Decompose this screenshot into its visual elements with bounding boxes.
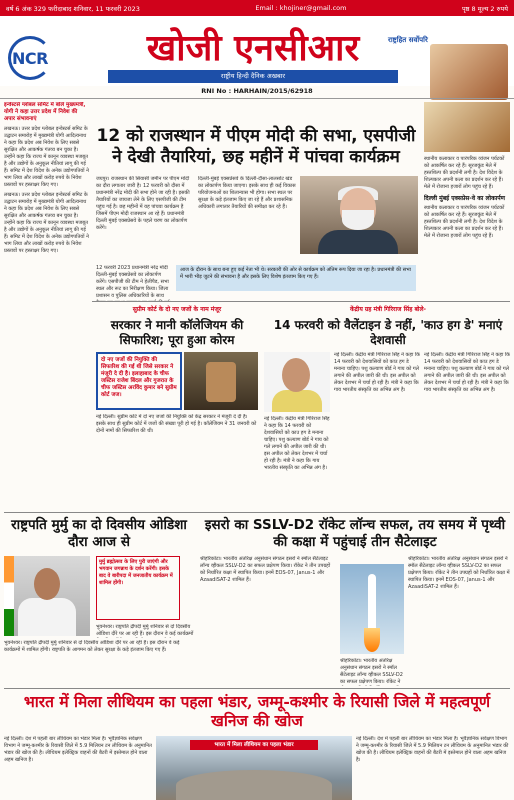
divider-3 (4, 688, 510, 689)
story4-body-2: भुवनेश्वर। राष्ट्रपति द्रौपदी मुर्मु शनिवार से दो दिवसीय ओडिशा दौरे पर आ रही हैं। इस दौरान वे कई कार्यक्रमों (96, 624, 194, 637)
story5-body-2: श्रीहरिकोटा। भारतीय अंतरिक्ष अनुसंधान संगठन इसरो ने स्मॉल सैटेलाइट लॉन्च व्हीकल SSLV-D2 का सफल प्रक्षेपण किया। रॉकेट ने तीन उपग्रहों को निर्धारित कक्षा में स्थापित किया। इनमें EOS-07, Janus-1 और AzaadiSAT-2 शामिल हैं। (408, 556, 510, 590)
modi-photo (300, 176, 418, 254)
tagline-bar: राष्ट्रीय हिन्दी दैनिक अखबार (108, 70, 398, 83)
main-body-2: दिल्ली-मुंबई एक्सप्रेसवे के दिल्ली-दौसा-लालसोट खंड का लोकार्पण किया जाएगा। इसके साथ ही कई विकास परियोजनाओं का शिलान्यास भी होगा। सभा स्थल पर सुरक्षा के कड़े इंतजाम किए जा रहे हैं और प्रशासनिक अधिकारी लगातार तैयारियों की समीक्षा कर रहे हैं। (198, 176, 296, 210)
story6-body: नई दिल्ली। देश में पहली बार लीथियम का भंडार मिला है। भूवैज्ञानिक सर्वेक्षण विभाग ने जम्मू-कश्मीर के रियासी जिले में 5.9 मिलियन टन लीथियम के अनुमानित भंडार की खोज की है। लीथियम इलेक्ट्रिक वाहनों की बैटरी में इस्तेमाल होने वाला अहम खनिज है। (4, 736, 152, 763)
left-lead: इन्वेस्टर्स ग्लोबल समिट में बोले मुख्यमंत्री, योगी ने कहा उत्तर प्रदेश में निवेश की अपार संभावनाएं (4, 102, 86, 122)
photo-caption: आज के दौरान के साथ बना हुए कई नेता भी थे। सरकारी की ओर से कार्यक्रम को अंतिम रूप दिया जा रहा है। प्रधानमंत्री की सभा में भारी भीड़ जुटने की संभावना है और इसके लिए विशेष इंतजाम किए गए हैं। (176, 265, 416, 291)
story2-highlight-box: दो नए जजों की नियुक्ति की सिफारिश की गई थी जिसे सरकार ने मंजूरी दे दी है। इलाहाबाद के चीफ जस्टिस राजेश बिंदल और गुजरात के चीफ जस्टिस अरविंद कुमार बने सुप्रीम कोर्ट जज। (96, 352, 182, 410)
email-link[interactable]: Email : khojiner@gmail.com (255, 4, 347, 12)
story4-highlight-box: मुर्मु ब्रह्मोत्सव के लिए पुरी जाएंगी और भगवान जगन्नाथ के दर्शन करेंगी। इसके बाद वे बारीपदा में जनजातीय कार्यक्रम में शामिल होंगी। (96, 556, 180, 620)
murmu-photo (4, 556, 90, 636)
right-column (424, 102, 510, 392)
story2-headline[interactable]: सरकार ने मानी कॉलेजियम की सिफारिश; पूरा हुआ कोरम (110, 318, 244, 347)
left-body: लखनऊ। उत्तर प्रदेश ग्लोबल इन्वेस्टर्स समिट के उद्घाटन समारोह में मुख्यमंत्री योगी आदित्यनाथ ने कहा कि प्रदेश अब निवेश के लिए सबसे सुरक्षित और आकर्षक गंतव्य बन चुका है। उन्होंने कहा कि राज्य में कानून व्यवस्था मजबूत है और उद्योगों के अनुकूल नीतियां लागू की गई हैं। समिट में देश विदेश के अनेक उद्योगपतियों ने भाग लिया और लाखों करोड़ रुपये के निवेश प्रस्तावों पर हस्ताक्षर किए गए। (4, 126, 89, 188)
divider-1 (92, 301, 510, 302)
story3-kicker: केंद्रीय ग्रह मंत्री गिरिराज सिंह बोले- (349, 306, 427, 313)
story5-body: श्रीहरिकोटा। भारतीय अंतरिक्ष अनुसंधान संगठन इसरो ने स्मॉल सैटेलाइट लॉन्च व्हीकल SSLV-D2 का सफल प्रक्षेपण किया। रॉकेट ने तीन उपग्रहों को निर्धारित कक्षा में स्थापित किया। इनमें EOS-07, Janus-1 और AzaadiSAT-2 शामिल हैं। (200, 556, 331, 583)
giriraj-photo (264, 352, 330, 412)
top-bar (0, 0, 514, 16)
logo-text: NCR (12, 49, 48, 68)
story4-headline[interactable]: राष्ट्रपति मुर्मु का दो दिवसीय ओडिशा दौरा आज से (11, 517, 187, 550)
story4-body: भुवनेश्वर। राष्ट्रपति द्रौपदी मुर्मु शनिवार से दो दिवसीय ओडिशा दौरे पर आ रही हैं। इस दौरान वे कई कार्यक्रमों में शामिल होंगी। राष्ट्रपति के आगमन को लेकर सुरक्षा के कड़े इंतजाम किए गए हैं। (4, 640, 180, 653)
main-body-3: 12 फरवरी 2023 प्रधानमंत्री नरेंद्र मोदी दिल्ली-मुंबई एक्सप्रेसवे का लोकार्पण करेंगे। एसपीजी की टीम ने हेलीपैड, सभा स्थल और रूट का निरीक्षण किया। जिला प्रशासन व पुलिस अधिकारियों के साथ (96, 265, 169, 299)
story3-body-2: नई दिल्ली। केंद्रीय मंत्री गिरिराज सिंह ने कहा कि 14 फरवरी को देशवासियों को काउ हग डे मनाना चाहिए। पशु कल्याण बोर्ड ने गाय को गले लगाने की अपील जारी की थी। इस अपील को लेकर देशभर में चर्चा हो रही है। मंत्री ने कहा कि गाय भारतीय संस्कृति का अभिन्न अंग है। (264, 416, 330, 471)
right-body: स्थानीय कलाकार व पारंपरिक व्यंजन पर्यटकों को आकर्षित कर रहे हैं। सूरजकुंड मेले में हस्तशिल्प की प्रदर्शनी लगी है। देश विदेश के शिल्पकार अपनी कला का प्रदर्शन कर रहे हैं। मेले में रोजाना हजारों लोग पहुंच रहे हैं। (424, 156, 505, 190)
story5-headline[interactable]: इसरो का SSLV-D2 रॉकेट लॉन्च सफल, तय समय में पृथ्वी की कक्षा में पहुंचाई तीन सैटेलाइट (204, 517, 506, 550)
main-headline[interactable]: 12 को राजस्थान में पीएम मोदी की सभा, एसपीजी ने देखी तैयारियां, छह महीनें में पांचवा कार्यक्रम (96, 126, 416, 167)
tagline-top: राष्ट्रहित सर्वोपरि (388, 36, 428, 44)
lithium-photo (156, 736, 352, 800)
right-heading: दिल्ली मुंबई एक्सप्रेस-वे का लोकार्पण (424, 195, 505, 202)
newspaper-title: खोजी एनसीआर (146, 27, 360, 69)
rocket-photo (340, 564, 404, 654)
story3-body: नई दिल्ली। केंद्रीय मंत्री गिरिराज सिंह ने कहा कि 14 फरवरी को देशवासियों को काउ हग डे मनाना चाहिए। पशु कल्याण बोर्ड ने गाय को गले लगाने की अपील जारी की थी। इस अपील को लेकर देशभर में चर्चा हो रही है। मंत्री ने कहा कि गाय भारतीय संस्कृति का अभिन्न अंग है। (334, 352, 420, 393)
left-column (4, 102, 90, 402)
issue-info: वर्ष 6 अंक 329 फरीदाबाद शनिवार, 11 फरवरी 2023 (6, 4, 140, 13)
right-body-2: स्थानीय कलाकार व पारंपरिक व्यंजन पर्यटकों को आकर्षित कर रहे हैं। सूरजकुंड मेले में हस्तशिल्प की प्रदर्शनी लगी है। देश विदेश के शिल्पकार अपनी कला का प्रदर्शन कर रहे हैं। मेले में रोजाना हजारों लोग पहुंच रहे हैं। (424, 205, 505, 239)
main-body-1: जयपुर। राजस्थान की सियासी जमीन पर पीएम मोदी का दौरा लगातार जारी है। 12 फरवरी को दौसा में प्रधानमंत्री नरेंद्र मोदी की सभा होने जा रही है। इसकी तैयारियों का जायजा लेने के लिए एसपीजी की टीम पहुंच गई है। छह महीनों में यह पांचवा कार्यक्रम है जिसमें पीएम मोदी राजस्थान आ रहे हैं। प्रधानमंत्री दिल्ली मुंबई एक्सप्रेसवे के पहले चरण का लोकार्पण करेंगे। (96, 176, 190, 231)
rni-number: RNI No : HARHAIN/2015/62918 (0, 87, 514, 99)
price-info: पृष्ठ 8 मूल्य 2 रुपये (461, 4, 508, 13)
story6-headline[interactable]: भारत में मिला लीथियम का पहला भंडार, जम्मू-कश्मीर के रियासी जिले में महत्वपूर्ण खनिज की खोज (23, 692, 491, 730)
story2-body: नई दिल्ली। सुप्रीम कोर्ट में दो नए जजों की नियुक्ति को केंद्र सरकार ने मंजूरी दे दी है। इसके साथ ही सुप्रीम कोर्ट में जजों की संख्या पूरी हो गई है। कॉलेजियम ने 31 जनवरी को दोनों नामों की सिफारिश की थी। (96, 414, 257, 434)
story6-body-2: नई दिल्ली। देश में पहली बार लीथियम का भंडार मिला है। भूवैज्ञानिक सर्वेक्षण विभाग ने जम्मू-कश्मीर के रियासी जिले में 5.9 मिलियन टन लीथियम के अनुमानित भंडार की खोज की है। लीथियम इलेक्ट्रिक वाहनों की बैटरी में इस्तेमाल होने वाला अहम खनिज है। (356, 736, 509, 763)
fair-photo (424, 102, 510, 152)
divider-2 (4, 512, 510, 513)
lithium-photo-label: भारत में मिला लीथियम का पहला भंडार (190, 740, 318, 750)
story3-headline[interactable]: 14 फरवरी को वैलेंटाइन डे नहीं, 'काउ हग डे' मनाएं देशवासी (273, 318, 503, 347)
rocket-caption: श्रीहरिकोटा। भारतीय अंतरिक्ष अनुसंधान संगठन इसरो ने स्मॉल सैटेलाइट लॉन्च व्हीकल SSLV-D2 का सफल प्रक्षेपण किया। रॉकेट ने (340, 658, 403, 685)
left-body-repeat: लखनऊ। उत्तर प्रदेश ग्लोबल इन्वेस्टर्स समिट के उद्घाटन समारोह में मुख्यमंत्री योगी आदित्यनाथ ने कहा कि प्रदेश अब निवेश के लिए सबसे सुरक्षित और आकर्षक गंतव्य बन चुका है। उन्होंने कहा कि राज्य में कानून व्यवस्था मजबूत है और उद्योगों के अनुकूल नीतियां लागू की गई हैं। समिट में देश विदेश के अनेक उद्योगपतियों ने भाग लिया और लाखों करोड़ रुपये के निवेश प्रस्तावों पर हस्ताक्षर किए गए। (4, 192, 89, 254)
masthead (0, 16, 514, 86)
supreme-court-photo (184, 352, 258, 410)
story3-body-3: नई दिल्ली। केंद्रीय मंत्री गिरिराज सिंह ने कहा कि 14 फरवरी को देशवासियों को काउ हग डे मनाना चाहिए। पशु कल्याण बोर्ड ने गाय को गले लगाने की अपील जारी की थी। इस अपील को लेकर देशभर में चर्चा हो रही है। मंत्री ने कहा कि गाय भारतीय संस्कृति का अभिन्न अंग है। (424, 352, 510, 393)
story2-kicker: सुप्रीम कोर्ट के दो नए जजों के नाम मंजूर (132, 306, 222, 313)
